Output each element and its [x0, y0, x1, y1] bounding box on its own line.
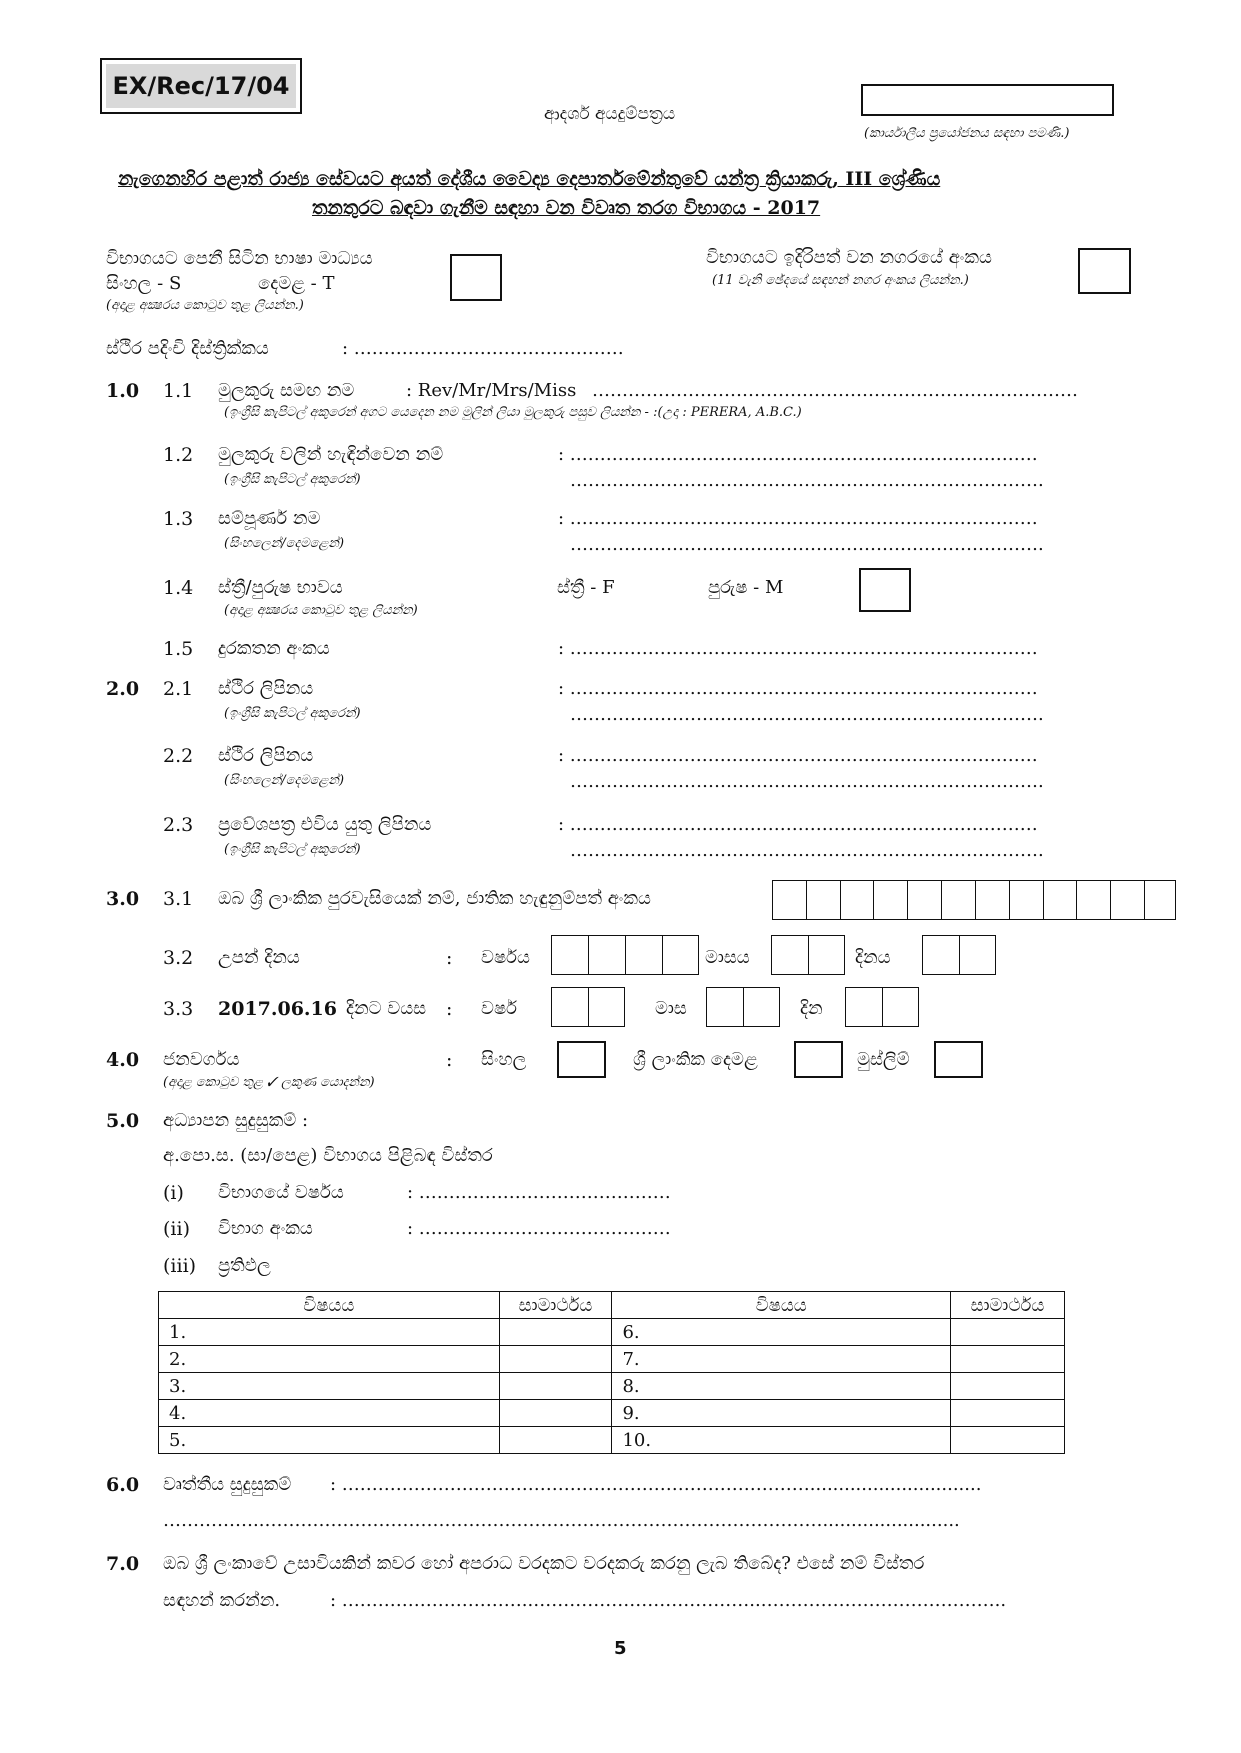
age-year-cells[interactable]: [551, 987, 625, 1027]
criminal-question-line2: සඳහන් කරන්න.: [163, 1590, 281, 1611]
ethnicity-tamil-box[interactable]: [794, 1041, 843, 1078]
header-subject-right: විෂයය: [612, 1292, 951, 1319]
q1-4-male: පුරුෂ - M: [708, 577, 784, 598]
q1-3-dots-1[interactable]: : ……………………………………………………………………: [558, 508, 1038, 529]
q1-4-label: ස්ත්‍රී/පුරුෂ භාවය: [218, 577, 343, 598]
nic-number-cells[interactable]: [772, 880, 1176, 920]
section-2-number: 2.0: [106, 678, 140, 700]
professional-dots-1[interactable]: : ……………………………………………………………………..............................: [330, 1474, 982, 1495]
q2-1-label: ස්ථිර ලිපිනය: [218, 678, 314, 699]
ethnicity-option-muslim: මුස්ලිම්: [857, 1049, 910, 1070]
q2-2-dots-2[interactable]: …………………………………………………………………….: [570, 771, 1044, 792]
edu-i-number: (i): [163, 1182, 184, 1204]
q3-2-day-label: දිනය: [855, 947, 891, 968]
section-1-number: 1.0: [106, 380, 140, 402]
gender-box[interactable]: [859, 568, 911, 612]
results-table: [158, 1291, 1065, 1454]
subject-cell[interactable]: 6.: [612, 1319, 951, 1346]
q1-5-dots[interactable]: : ……………………………………………………………………: [558, 638, 1038, 659]
q1-2-dots-1[interactable]: : ……………………………………………………………………: [558, 444, 1038, 465]
pass-cell[interactable]: [499, 1319, 612, 1346]
q1-3-label: සම්පූර්ණ නම: [218, 508, 321, 529]
district-label: ස්ථිර පදිංචි දිස්ත්‍රික්කය: [106, 338, 269, 359]
subject-cell[interactable]: 10.: [612, 1427, 951, 1454]
q3-2-year-label: වර්ෂය: [481, 947, 530, 968]
subject-cell[interactable]: 2.: [159, 1346, 500, 1373]
medium-box[interactable]: [450, 254, 502, 301]
model-form-label: ආදර්ශ අයදුම්පත්‍රය: [544, 104, 676, 124]
subject-cell[interactable]: 7.: [612, 1346, 951, 1373]
medium-tamil: දෙමළ - T: [258, 273, 335, 294]
q1-5-number: 1.5: [163, 638, 194, 660]
birth-year-cells[interactable]: [551, 935, 699, 975]
pass-cell[interactable]: [951, 1346, 1065, 1373]
pass-cell[interactable]: [499, 1400, 612, 1427]
q1-5-label: දුරකතන අංකය: [218, 638, 330, 659]
edu-iii-label: ප්‍රතිඵල: [218, 1255, 271, 1276]
q1-2-dots-2[interactable]: …………………………………………………………………….: [570, 470, 1044, 491]
q3-3-year-label: වර්ෂ: [481, 998, 517, 1019]
subject-cell[interactable]: 3.: [159, 1373, 500, 1400]
q3-3-day-label: දින: [800, 998, 823, 1019]
professional-dots-2[interactable]: ……………..…………………………………………………………………………………........................: [163, 1510, 960, 1531]
pass-cell[interactable]: [499, 1346, 612, 1373]
q3-2-colon: :: [446, 947, 453, 969]
q2-3-label: ප්‍රවේශපත්‍ර එවිය යුතු ලිපිනය: [218, 814, 432, 835]
edu-ii-dots[interactable]: : ……………………………………: [407, 1218, 671, 1239]
pass-cell[interactable]: [499, 1427, 612, 1454]
q2-1-dots-1[interactable]: : ……………………………………………………………………: [558, 678, 1038, 699]
q2-3-number: 2.3: [163, 814, 194, 836]
pass-cell[interactable]: [951, 1400, 1065, 1427]
q1-2-label: මුලකුරු වලින් හැඳින්වෙන නම්: [218, 444, 444, 465]
professional-label: වෘත්තීය සුදුසුකම්: [163, 1474, 292, 1495]
education-sub: අ.පො.ස. (සා/පෙළ) විභාගය පිළිබඳ විස්තර: [163, 1145, 493, 1166]
q3-1-label: ඔබ ශ්‍රී ලාංකික පුරවැසියෙක් නම්, ජාතික හැඳුනුම්පත් අංකය: [218, 888, 651, 909]
q1-1-note: (ඉංග්‍රීසි කැපිටල් අකුරෙන් අගට යෙදෙන නම මුලින් ලියා මුලකුරු පසුව ලියන්න - :(උදා : PERERA, A.B.C.): [224, 405, 802, 420]
ethnicity-muslim-box[interactable]: [934, 1041, 983, 1078]
office-use-note: (කාර්යාලීය ප්‍රයෝජනය සඳහා පමණි.): [864, 126, 1070, 141]
form-title-line1: නැගෙනහිර පළාත් රාජ්‍ය සේවයට අයත් දේශීය වෛද්‍ය දෙපාර්තමේන්තුවේ යන්ත්‍ර ක්‍රියාකරු, III ශ්‍රේණිය: [118, 168, 941, 190]
q2-2-note: (සිංහලෙන්/දෙමළෙන්): [224, 773, 345, 788]
q1-2-note: (ඉංග්‍රීසි කැපිටල් අකුරෙන්): [224, 472, 361, 487]
q2-3-note: (ඉංග්‍රීසි කැපිටල් අකුරෙන්): [224, 842, 361, 857]
table-row: [159, 1319, 1065, 1346]
table-row: [159, 1346, 1065, 1373]
birth-month-cells[interactable]: [771, 935, 845, 975]
criminal-question-line1: ඔබ ශ්‍රී ලංකාවේ උසාවියකින් කවර හෝ අපරාධ වරදකට වරදකරු කරනු ලැබ තිබේද? එසේ නම් විස්තර: [163, 1553, 925, 1574]
q3-2-label: උපන් දිනය: [218, 947, 300, 968]
edu-ii-label: විභාග අංකය: [218, 1218, 313, 1239]
header-pass-left: සාමාර්ථය: [499, 1292, 612, 1319]
q1-1-dots[interactable]: ………………………………………………………………………: [592, 380, 1078, 401]
section-5-number: 5.0: [106, 1110, 140, 1132]
q1-4-note: (අදාළ අක්‍ෂරය කොටුව තුළ ලියන්න): [224, 603, 418, 618]
q1-3-dots-2[interactable]: …………………………………………………………………….: [570, 534, 1044, 555]
q2-3-dots-1[interactable]: : ……………………………………………………………………: [558, 814, 1038, 835]
q3-2-number: 3.2: [163, 947, 194, 969]
edu-ii-number: (ii): [163, 1218, 190, 1240]
q2-1-dots-2[interactable]: …………………………………………………………………….: [570, 704, 1044, 725]
ethnicity-option-sinhala: සිංහල: [481, 1049, 527, 1070]
section-7-number: 7.0: [106, 1553, 140, 1575]
q3-3-date: 2017.06.16: [218, 998, 337, 1020]
office-use-box[interactable]: [861, 84, 1114, 116]
table-row: [159, 1427, 1065, 1454]
q2-2-number: 2.2: [163, 745, 194, 767]
ethnicity-option-tamil: ශ්‍රී ලාංකික දෙමළ: [633, 1049, 758, 1070]
q2-1-note: (ඉංග්‍රීසි කැපිටල් අකුරෙන්): [224, 706, 361, 721]
q3-3-colon: :: [446, 998, 453, 1020]
medium-note: (අදාළ අක්‍ෂරය කොටුව තුළ ලියන්න.): [106, 298, 304, 313]
pass-cell[interactable]: [951, 1319, 1065, 1346]
q1-3-number: 1.3: [163, 508, 194, 530]
q2-3-dots-2[interactable]: …………………………………………………………………….: [570, 840, 1044, 861]
section-6-number: 6.0: [106, 1474, 140, 1496]
form-code-box: [100, 58, 302, 114]
header-pass-right: සාමාර්ථය: [951, 1292, 1065, 1319]
results-table-header: [159, 1292, 1065, 1319]
age-month-cells[interactable]: [706, 987, 780, 1027]
pass-cell[interactable]: [951, 1373, 1065, 1400]
criminal-dots[interactable]: : …………………………..………………………………..…………………………………..: [330, 1590, 1007, 1611]
q3-3-number: 3.3: [163, 998, 194, 1020]
medium-label: විභාගයට පෙනී සිටින භාෂා මාධ්‍යය: [106, 248, 373, 269]
q1-1-label: මුලකුරු සමඟ නම: [218, 380, 355, 401]
q1-4-number: 1.4: [163, 577, 194, 599]
q2-2-label: ස්ථිර ලිපිනය: [218, 745, 314, 766]
q1-4-female: ස්ත්‍රී - F: [557, 577, 615, 598]
ethnicity-label: ජනවර්ගය: [163, 1049, 240, 1070]
subject-cell[interactable]: 1.: [159, 1319, 500, 1346]
city-label: විභාගයට ඉදිරිපත් වන නගරයේ අංකය: [706, 247, 992, 268]
table-row: [159, 1373, 1065, 1400]
birth-day-cells[interactable]: [922, 935, 996, 975]
ethnicity-colon: :: [446, 1049, 453, 1071]
q3-2-month-label: මාසය: [705, 947, 750, 968]
q1-1-titles: : Rev/Mr/Mrs/Miss: [406, 380, 577, 401]
header-subject-left: විෂයය: [159, 1292, 500, 1319]
age-day-cells[interactable]: [845, 987, 919, 1027]
table-row: [159, 1400, 1065, 1427]
subject-cell[interactable]: 4.: [159, 1400, 500, 1427]
q1-2-number: 1.2: [163, 444, 194, 466]
subject-cell[interactable]: 9.: [612, 1400, 951, 1427]
q2-1-number: 2.1: [163, 678, 194, 700]
page-number: 5: [614, 1638, 627, 1659]
ethnicity-sinhala-box[interactable]: [557, 1041, 606, 1078]
form-code: EX/Rec/17/04: [112, 72, 290, 100]
q3-1-number: 3.1: [163, 888, 194, 910]
edu-iii-number: (iii): [163, 1255, 197, 1277]
q2-2-dots-1[interactable]: : ……………………………………………………………………: [558, 745, 1038, 766]
district-dots[interactable]: : ………………………………………: [342, 338, 624, 359]
q1-1-number: 1.1: [163, 380, 194, 402]
subject-cell[interactable]: 5.: [159, 1427, 500, 1454]
edu-i-label: විභාගයේ වර්ෂය: [218, 1182, 344, 1203]
section-4-number: 4.0: [106, 1049, 140, 1071]
city-note: (11 වැනි ඡේදයේ සඳහන් නගර අංකය ලියන්න.): [712, 273, 969, 288]
q3-3-month-label: මාස: [655, 998, 687, 1019]
pass-cell[interactable]: [951, 1427, 1065, 1454]
q1-3-note: (සිංහලෙන්/දෙමළෙන්): [224, 536, 345, 551]
pass-cell[interactable]: [499, 1373, 612, 1400]
city-box[interactable]: [1078, 248, 1131, 294]
form-title-line2: තනතුරට බඳවා ගැනීම සඳහා වන විවෘත තරග විභාගය - 2017: [312, 197, 821, 219]
medium-sinhala: සිංහල - S: [106, 273, 182, 294]
subject-cell[interactable]: 8.: [612, 1373, 951, 1400]
section-3-number: 3.0: [106, 888, 140, 910]
ethnicity-note: (අදාළ කොටුව තුළ ✓ ලකුණ යොදන්න): [163, 1075, 375, 1090]
q3-3-label: දිනට වයස: [346, 998, 427, 1019]
education-label: අධ්‍යාපන සුදුසුකම් :: [163, 1110, 309, 1131]
edu-i-dots[interactable]: : ……………………………………: [407, 1182, 671, 1203]
